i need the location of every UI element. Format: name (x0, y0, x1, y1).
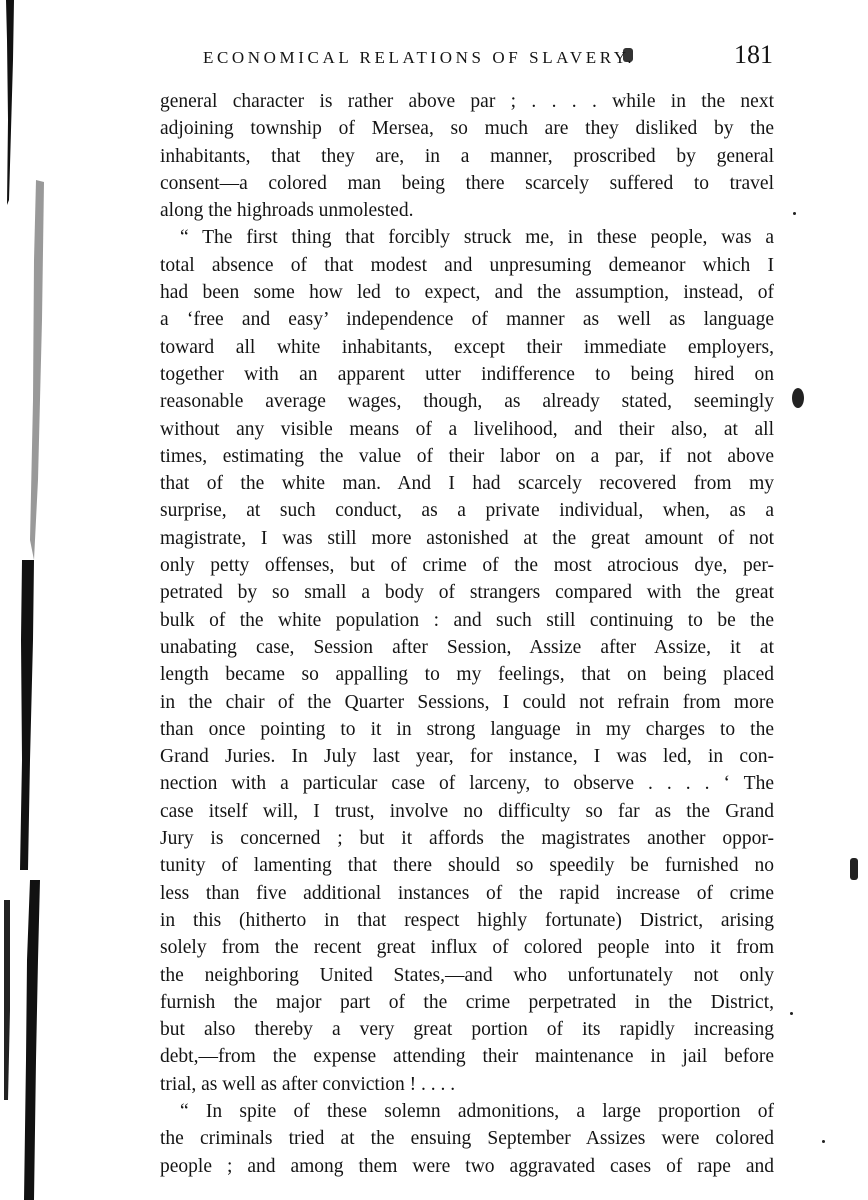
text-line: only petty offenses, but of crime of the most atrocious dye, per- (160, 555, 774, 577)
text-line: surprise, at such conduct, as a private individual, when, as a (160, 500, 774, 522)
text-line: together with an apparent utter indifference to being hired on (160, 363, 774, 385)
text-line: the criminals tried at the ensuing September Assizes were colored (160, 1128, 774, 1150)
scan-speck (850, 858, 858, 880)
text-line: inhabitants, that they are, in a manner, proscribed by general (160, 145, 774, 167)
text-line: tunity of lamenting that there should so speedily be furnished no (160, 855, 774, 877)
running-title: ECONOMICAL RELATIONS OF SLAVERY. (203, 48, 636, 67)
body-text (160, 88, 774, 1180)
text-line: nection with a particular case of larceny, to observe . . . . ‘ The (160, 773, 774, 795)
text-line: unabating case, Session after Session, Assize after Assize, it at (160, 636, 774, 658)
text-line: but also thereby a very great portion of its rapidly increasing (160, 1019, 774, 1041)
scan-speck (790, 1012, 793, 1015)
text-line: Jury is concerned ; but it affords the magistrates another oppor- (160, 828, 774, 850)
text-line: in this (hitherto in that respect highly fortunate) District, arising (160, 909, 774, 931)
text-line: a ‘free and easy’ independence of manner as well as language (160, 309, 774, 331)
text-line: “ In spite of these solemn admonitions, a large proportion of (180, 1100, 774, 1122)
text-line: times, estimating the value of their labor on a par, if not above (160, 445, 774, 467)
scan-edge-artifact (0, 0, 60, 1200)
text-line: total absence of that modest and unpresuming demeanor which I (160, 254, 774, 276)
text-line: case itself will, I trust, involve no difficulty so far as the Grand (160, 800, 774, 822)
page-number: 181 (734, 40, 773, 69)
text-line: petrated by so small a body of strangers compared with the great (160, 582, 774, 604)
text-line: less than five additional instances of the rapid increase of crime (160, 882, 774, 904)
text-line: toward all white inhabitants, except their immediate employers, (160, 336, 774, 358)
text-line: adjoining township of Mersea, so much are they disliked by the (160, 118, 774, 140)
text-line: solely from the recent great influx of colored people into it from (160, 937, 774, 959)
scan-speck (792, 388, 804, 408)
text-line: that of the white man. And I had scarcely recovered from my (160, 473, 774, 495)
text-line: bulk of the white population : and such still continuing to be the (160, 609, 774, 631)
text-line: magistrate, I was still more astonished at the great amount of not (160, 527, 774, 549)
text-line: consent—a colored man being there scarcely suffered to travel (160, 172, 774, 194)
text-line: debt,—from the expense attending their maintenance in jail before (160, 1046, 774, 1068)
text-line: the neighboring United States,—and who unfortunately not only (160, 964, 774, 986)
text-line: than once pointing to it in strong language in my charges to the (160, 718, 774, 740)
text-line: people ; and among them were two aggravated cases of rape and (160, 1155, 774, 1177)
text-line: length became so appalling to my feelings, that on being placed (160, 664, 774, 686)
text-line: furnish the major part of the crime perpetrated in the District, (160, 991, 774, 1013)
text-line: Grand Juries. In July last year, for instance, I was led, in con- (160, 746, 774, 768)
text-line: along the highroads unmolested. (160, 200, 414, 222)
scan-speck (822, 1140, 825, 1143)
text-line: general character is rather above par ; . . . . while in the next (160, 91, 774, 112)
scan-speck (793, 212, 796, 215)
text-line: in the chair of the Quarter Sessions, I could not refrain from more (160, 691, 774, 713)
text-line: trial, as well as after conviction ! . . . . (160, 1073, 456, 1095)
text-line: without any visible means of a livelihood, and their also, at all (160, 418, 774, 440)
text-line: “ The first thing that forcibly struck me, in these people, was a (180, 227, 774, 249)
page-header (203, 40, 773, 80)
text-line: had been some how led to expect, and the assumption, instead, of (160, 282, 774, 304)
text-line: reasonable average wages, though, as already stated, seemingly (160, 391, 774, 413)
